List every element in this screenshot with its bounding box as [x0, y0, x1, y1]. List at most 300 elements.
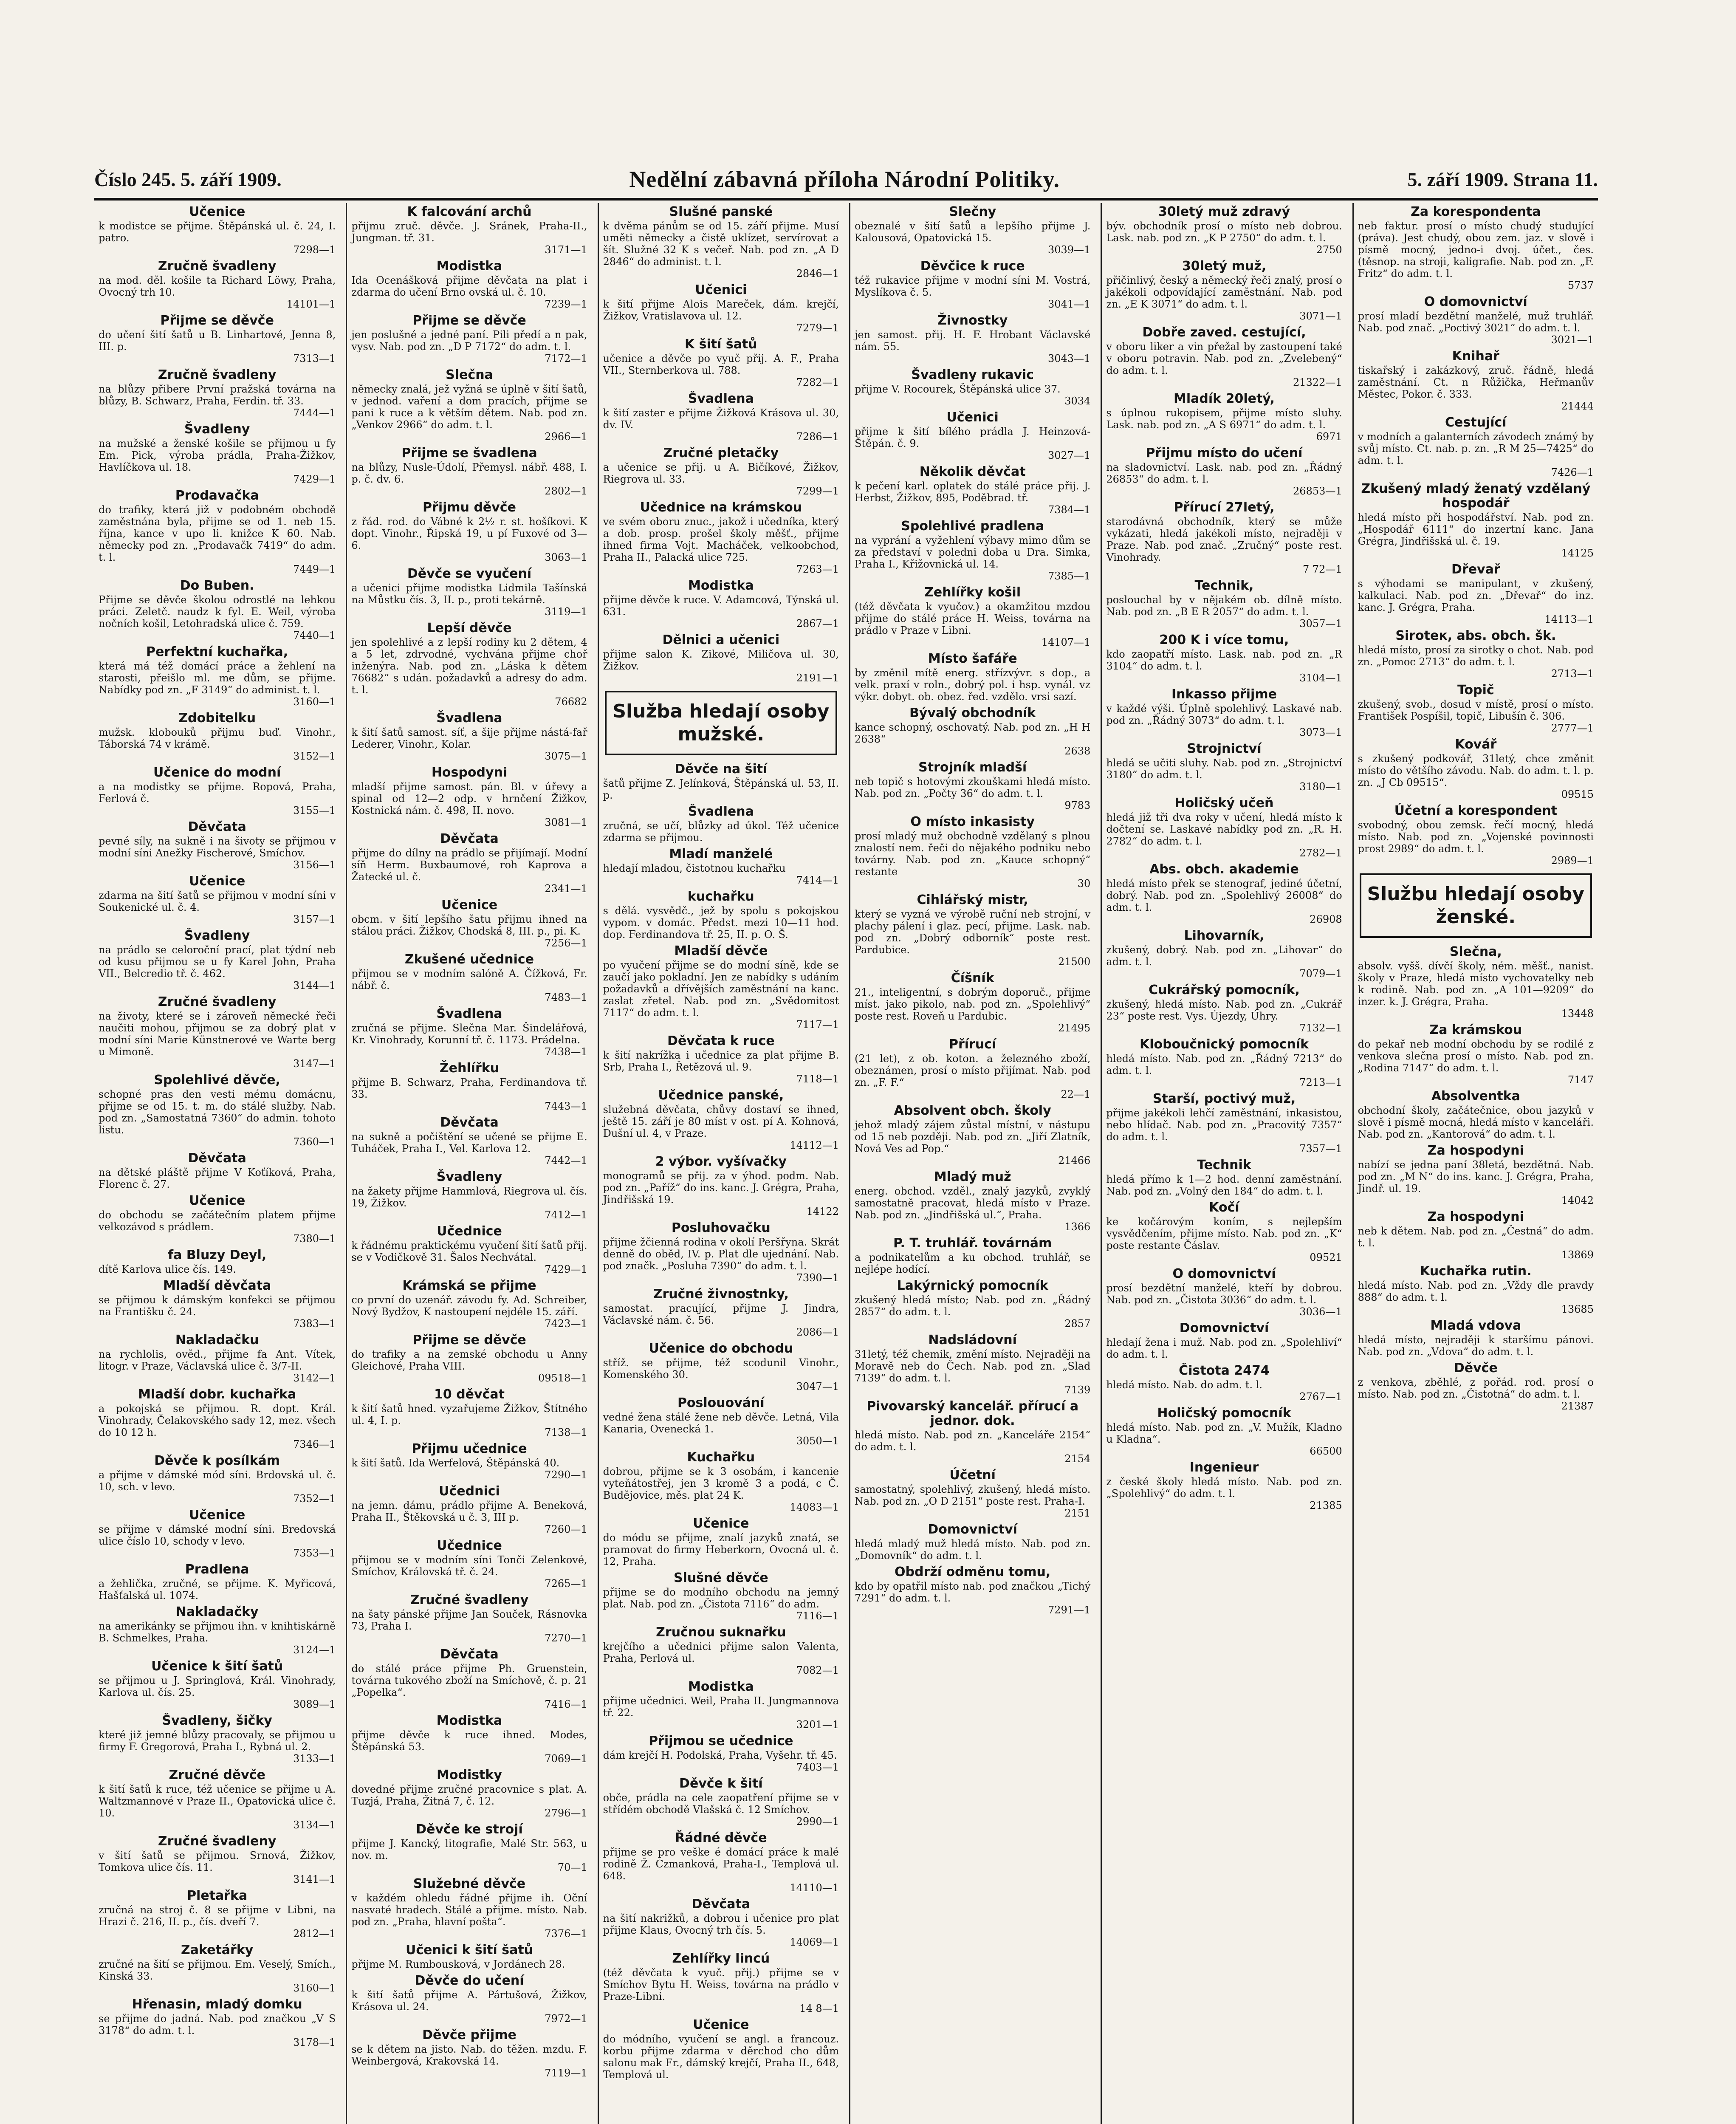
ad-code: 5737 — [1567, 280, 1594, 291]
ad-code: 2812—1 — [293, 1928, 336, 1940]
ad-heading: Zkušený mladý ženatý vzdělaný hospodář — [1361, 481, 1591, 511]
ad-heading: Učenice — [441, 898, 498, 912]
ad-code: 3155—1 — [293, 805, 336, 816]
column-4 — [849, 203, 1095, 2124]
ad-text: k šití šatů hned. vyzařujeme Žižkov, Štítného ul. 4, I. p. — [351, 1403, 587, 1426]
ad-heading: Lepší děvče — [427, 621, 512, 636]
ad-code: 7972—1 — [545, 2013, 587, 2025]
ad-text: hledá místo. Nab. pod zn. „V. Mužík, Kladno u Kladna“. — [1106, 1421, 1342, 1445]
classified-ad — [99, 1279, 336, 1330]
ad-heading: Slečny — [949, 204, 996, 219]
ad-heading: Zručně švadleny — [158, 367, 277, 382]
ad-text: na blůzy, Nusle-Údolí, Přemysl. nábř. 488, I. p. č. dv. 6. — [351, 461, 587, 485]
ad-code: 7346—1 — [293, 1438, 336, 1450]
classified-ad — [351, 314, 587, 364]
ad-heading: Děvče přijme — [422, 2028, 517, 2042]
ad-heading: Přijmou se učednice — [649, 1734, 793, 1748]
ad-heading: Bývalý obchodník — [909, 706, 1036, 720]
ad-heading: Učednici — [439, 1484, 500, 1499]
ad-heading: Pradlena — [185, 1562, 249, 1577]
classified-ad — [99, 368, 336, 419]
ad-heading: Přijme se švadlena — [401, 446, 537, 460]
ad-heading: 30letý muž zdravý — [1158, 204, 1290, 219]
ad-heading: Švadleny — [184, 928, 250, 943]
classified-ad — [351, 711, 587, 762]
classified-ad — [603, 1342, 839, 1392]
classified-ad — [1358, 1361, 1594, 1412]
classified-ad — [603, 633, 839, 684]
classified-ad — [855, 314, 1090, 364]
ad-text: německy znalá, jež vyžná se úplně v šití šatů, v jednod. vaření a dom pracích, přijme se pani k ruce a k větším dětem. Nab. pod zn. „Venkov 2966“ do adm. t. l. — [351, 383, 587, 431]
ad-text: přijme M. Rumbousková, v Jordánech 28. — [351, 1958, 565, 1970]
ad-text: v šití šatů se přijmou. Srnová, Žižkov, Tomkova ulice čís. 11. — [99, 1850, 336, 1873]
ad-heading: Učenice — [693, 1516, 749, 1531]
classified-ad — [351, 446, 587, 497]
ad-heading: Žehlířku — [439, 1061, 500, 1076]
classified-ad — [603, 1155, 839, 1217]
ad-code: 3133—1 — [293, 1753, 336, 1765]
ad-heading: fa Bluzy Deyl, — [168, 1248, 267, 1263]
ad-heading: Děvčata — [188, 1151, 246, 1166]
ad-heading: O domovnictví — [1424, 294, 1527, 309]
ad-code: 7360—1 — [293, 1136, 336, 1148]
ad-text: do módu se přijme, znalí jazyků znatá, se pramovat do firmy Heberkorn, Ovocná ul. č. 12, Praha. — [603, 1532, 839, 1568]
ad-text: zkušený, dobrý. Nab. pod zn. „Lihovar“ do adm. t. l. — [1106, 944, 1342, 968]
ad-heading: Starší, poctivý muž, — [1152, 1091, 1296, 1106]
ad-code: 3147—1 — [293, 1058, 336, 1070]
ad-text: na životy, které se i zároveň německé řeči naučiti mohou, přijmou se za dobrý plat v modní síni Marie Künstnerové ve Warte berg u Mimoně. — [99, 1010, 336, 1058]
classified-ad — [603, 1287, 839, 1338]
ad-heading: Děvče do učení — [415, 1973, 524, 1988]
ad-text: přijmou se v modním síni Tonči Zelenkové, Smíchov, Královská tř. č. 24. — [351, 1554, 587, 1578]
ad-text: se k dětem na jisto. Nab. do těžen. mzdu. F. Weinbergová, Krakovská 14. — [351, 2043, 587, 2067]
page-header — [94, 167, 1598, 192]
ad-code: 7132—1 — [1299, 1022, 1342, 1034]
ad-text: s úplnou rukopisem, přijme místo sluhy. Lask. nab. pod zn. „A S 6971“ do adm. t. l. — [1106, 407, 1342, 431]
ad-heading: Dělnici a učenici — [662, 633, 780, 647]
ad-text: 21., inteligentní, s dobrým doporuč., přijme míst. jako pikolo, nab. pod zn. „Spolehlivý“ poste rest. Roveň u Pardubic. — [854, 986, 1091, 1022]
ad-text: obče, prádla na cele zaopatření přijme se v střídém obchodě Vlašská č. 12 Smíchov. — [603, 1792, 839, 1816]
classified-ad — [1358, 1144, 1594, 1206]
classified-ad — [603, 1221, 839, 1284]
ad-text: zkušený hledá místo; Nab. pod zn. „Řádný 2857“ do adm. t. l. — [854, 1294, 1091, 1318]
classified-ad — [1106, 259, 1342, 322]
ad-text: poslouchal by v nějakém ob. dílně místo. Nab. pod zn. „B E R 2057“ do adm. t. l. — [1106, 594, 1342, 618]
ad-text: na prádlo se celoroční prací, plat týdní neb od kusu přijmou se u fy Karel John, Praha VII., Belcredio tř. č. 462. — [99, 944, 336, 980]
ad-text: hledá místo, prosí za sirotky o chot. Nab. pod zn. „Pomoc 2713“ do adm. t. l. — [1358, 644, 1594, 668]
classified-ad — [855, 410, 1090, 461]
ad-text: na blůzy přibere První pražská továrna na blůzy, B. Schwarz, Praha, Ferdin. tř. 33. — [99, 383, 336, 407]
ad-heading: Modistka — [436, 1713, 502, 1728]
ad-heading: Lihovarník, — [1184, 928, 1265, 943]
ad-heading: Lakýrnický pomocník — [897, 1278, 1048, 1293]
classified-ad — [1358, 205, 1594, 291]
ad-code: 7256—1 — [545, 937, 587, 949]
ad-text: přijme se pro veške é domácí práce k malé rodině Ž. Czmanková, Praha-I., Templová ul. 648. — [603, 1846, 839, 1882]
ad-code: 14113—1 — [1544, 613, 1594, 625]
ad-text: k pečení karl. oplatek do stálé práce přij. J. Herbst, Žižkov, 895, Poděbrad. tř. — [854, 480, 1091, 504]
classified-ad — [855, 1468, 1090, 1519]
ad-text: prosí bezdětní manželé, kteří by dobrou. Nab. pod zn. „Čistota 3036“ do adm. t. l. — [1106, 1282, 1342, 1306]
ad-text: Ida Ocenášková přijme děvčata na plat i zdarma do učení Brno ovská ul. č. 10. — [351, 274, 587, 298]
ad-code: 3071—1 — [1299, 310, 1342, 322]
ad-text: z české školy hledá místo. Nab. pod zn. „Spolehlivý“ do adm. t. l. — [1106, 1476, 1342, 1500]
ad-heading: Děvčata — [188, 819, 246, 834]
ad-heading: Přijmu učednice — [412, 1441, 527, 1456]
ad-text: hledá již tři dva roky v učení, hledá místo k dočtení se. Laskavé nabídky pod zn. „R. H. 2782“ do adm. t. l. — [1106, 811, 1342, 847]
ad-code: 2777—1 — [1551, 722, 1594, 734]
classified-ad — [1358, 349, 1594, 412]
classified-ad — [99, 711, 336, 762]
ad-code: 3021—1 — [1551, 334, 1594, 346]
ad-code: 7449—1 — [293, 563, 336, 575]
ad-heading: Nakladačky — [175, 1604, 259, 1619]
ad-code: 7116—1 — [796, 1610, 839, 1622]
ad-text: a učenice se přij. u A. Bičíkové, Žižkov, Riegrova ul. 33. — [603, 461, 839, 485]
classified-ad — [351, 1647, 587, 1710]
classified-ad — [99, 1997, 336, 2048]
ad-text: též rukavice přijme v modní síni M. Vostrá, Myslíkova č. 5. — [854, 274, 1091, 298]
ad-text: (21 let), z ob. koton. a železného zboží, obeznámen, prosí o místo přijímat. Nab. pod zn. „F. F.“ — [854, 1053, 1091, 1088]
classified-ad — [351, 1387, 587, 1438]
ad-code: 2990—1 — [796, 1816, 839, 1827]
ad-code: 7147 — [1567, 1074, 1594, 1086]
classified-ad — [99, 1889, 336, 1940]
ad-heading: Kuchařku — [687, 1450, 755, 1465]
ad-heading: 2 výbor. vyšívačky — [655, 1154, 787, 1169]
ad-text: jen poslušné a jedné paní. Pili předí a n pak, vysv. Nab. pod zn. „D P 7172“ do adm. t. l. — [351, 329, 587, 353]
ad-code: 7353—1 — [293, 1547, 336, 1559]
ad-heading: Perfektní kuchařka, — [146, 644, 288, 659]
ad-code: 6971 — [1316, 431, 1342, 443]
ad-code: 13685 — [1561, 1303, 1594, 1315]
ad-heading: Přijme se děvče — [160, 313, 274, 328]
ad-heading: K šití šatů — [684, 337, 757, 352]
ad-heading: Slušné děvče — [673, 1570, 768, 1585]
classified-ad — [99, 489, 336, 575]
header-rule — [94, 198, 1598, 201]
ad-code: 7352—1 — [293, 1493, 336, 1505]
classified-ad — [1106, 1321, 1342, 1360]
ad-text: přijme do dílny na prádlo se přijímají. Modní síň Herm. Buxbaumové, roh Kaprova a Žatecké ul. č. — [351, 847, 587, 883]
classified-ad — [603, 1777, 839, 1827]
classified-ad — [351, 1116, 587, 1167]
ad-heading: Švadlena — [688, 804, 754, 819]
ad-heading: Děvčata — [440, 1115, 499, 1130]
ad-heading: Švadlena — [436, 1006, 502, 1021]
ad-text: obeznalé v šití šatů a lepšího přijme J. Kalousová, Opatovická 15. — [854, 220, 1091, 244]
classified-ad — [99, 314, 336, 364]
classified-ad — [1358, 415, 1594, 478]
ad-heading: Cestující — [1445, 415, 1507, 430]
ad-text: absolv. vyšš. dívčí školy, ném. měšť., nanist. školy v Praze, hledá místo vychovatelky neb k rodině. Nab. pod zn. „A 101—9209“ do inzer. k. J. Grégra, Praha. — [1358, 960, 1594, 1008]
ad-text: se přijme v dámské modní síni. Bredovská ulice číslo 10, schody v levo. — [99, 1523, 336, 1547]
ad-text: s výhodami se manipulant, v zkušený, kalkulaci. Nab. pod zn. „Dřevař“ do inz. kanc. J. Grégra, Praha. — [1358, 578, 1594, 613]
classified-ad — [855, 1279, 1090, 1330]
ad-heading: Spolehlivé pradlena — [901, 519, 1044, 534]
ad-code: 2191—1 — [796, 672, 839, 684]
classified-ad — [1106, 1158, 1342, 1197]
classified-ad — [855, 1522, 1090, 1562]
ad-heading: Děvče k šití — [679, 1776, 763, 1791]
ad-code: 3041—1 — [1047, 298, 1091, 310]
classified-ad — [855, 1104, 1090, 1167]
column-2 — [346, 203, 591, 2124]
classified-columns — [94, 203, 1598, 2124]
ad-code: 7138—1 — [545, 1426, 587, 1438]
ad-heading: Zručné děvče — [169, 1768, 265, 1782]
classified-ad — [603, 1625, 839, 1676]
classified-ad — [351, 765, 587, 828]
ad-code: 7414—1 — [796, 874, 839, 886]
classified-ad — [99, 422, 336, 485]
ad-text: na žakety přijme Hammlová, Riegrova ul. čís. 19, Žižkov. — [351, 1185, 587, 1209]
ad-code: 7260—1 — [545, 1523, 587, 1535]
ad-text: hledá místo při hospodářství. Nab. pod zn. „Hospodář 6111“ do inzertní kanc. Jana Grégra, Jindřišská ul. č. 19. — [1358, 511, 1594, 547]
ad-heading: Absolventka — [1431, 1089, 1520, 1104]
ad-text: přijmu zruč. děvče. J. Sránek, Praha-II., Jungman. tř. 31. — [351, 220, 587, 244]
ad-text: z řád. rod. do Vábné k 2½ r. st. hošíkovi. K dopt. Vinohr., Řipská 19, u pí Fuxové od 3—6. — [351, 516, 587, 551]
ad-heading: Modistka — [688, 1679, 754, 1694]
classified-ad — [99, 1194, 336, 1245]
ad-text: monogramů se přij. za v ýhod. podm. Nab. pod zn. „Paříž“ do ins. kanc. J. Grégra, Praha, Jindřišská 19. — [603, 1170, 839, 1206]
ad-text: na jemn. dámu, prádlo přijme A. Beneková, Praha II., Štěkovská u č. 3, III p. — [351, 1500, 587, 1523]
classified-ad — [1106, 1364, 1342, 1403]
classified-ad — [351, 1484, 587, 1535]
classified-ad — [351, 259, 587, 310]
classified-ad — [99, 1562, 336, 1601]
classified-ad — [351, 1442, 587, 1481]
ad-text: v každém ohledu řádné přijme ih. Oční nasvaté hradech. Stálé a přijme. místo. Nab. pod zn. „Praha, hlavní pošta“. — [351, 1892, 587, 1928]
ad-heading: 200 K i více tomu, — [1159, 633, 1289, 647]
classified-ad — [1358, 1264, 1594, 1315]
ad-heading: Učednice — [437, 1224, 502, 1239]
ad-text: zkušený, svob., dosud v místě, prosí o místo. František Pospíšil, topič, Libušín č. 306. — [1358, 698, 1594, 722]
ad-text: k šití šatů přijme A. Pártušová, Žižkov, Krásova ul. 24. — [351, 1989, 587, 2013]
ad-heading: Zkušené učednice — [404, 952, 534, 967]
ad-code: 7383—1 — [293, 1318, 336, 1330]
column-1 — [94, 203, 340, 2124]
classified-ad — [99, 1151, 336, 1190]
ad-code: 7282—1 — [796, 376, 839, 388]
ad-heading: Mladší dobr. kuchařka — [138, 1387, 296, 1402]
ad-code: 21444 — [1561, 400, 1594, 412]
ad-heading: Krámská se přijme — [402, 1278, 536, 1293]
classified-ad — [99, 874, 336, 925]
ad-text: jen samost. přij. H. F. Hrobant Václavské nám. 55. — [854, 329, 1091, 353]
ad-code: 14101—1 — [286, 298, 336, 310]
ad-heading: Učenice — [189, 1193, 246, 1208]
classified-ad — [1106, 500, 1342, 575]
ad-code: 3119—1 — [545, 606, 587, 618]
ad-code: 3124—1 — [293, 1644, 336, 1656]
ad-heading: Učednice panské, — [658, 1088, 784, 1103]
ad-text: hledá místo. Nab. pod zn. „Řádný 7213“ do adm. t. l. — [1106, 1053, 1342, 1076]
ad-code: 21387 — [1561, 1400, 1594, 1412]
ad-text: přijme B. Schwarz, Praha, Ferdinandova tř. 33. — [351, 1076, 587, 1100]
classified-ad — [351, 567, 587, 618]
classified-ad — [351, 621, 587, 708]
ad-heading: Zručné švadleny — [410, 1593, 529, 1607]
ad-text: s zkušený podkovář, 31letý, chce změnit místo do většího závodu. Nab. do adm. t. l. p. zn. „J Cb 09515“. — [1358, 753, 1594, 788]
ad-code: 7380—1 — [293, 1233, 336, 1245]
ad-text: zručné na šití se přijmou. Em. Veselý, Smích., Kinská 33. — [99, 1958, 336, 1982]
ad-text: (též děvčata k vyuč. přij.) přijme se v Smíchov Bytu H. Weiss, továrna na prádlo v Praze-Libni. — [603, 1967, 839, 2003]
ad-text: samostatný, spolehlivý, zkušený, hledá místo. Nab. pod zn. „O D 2151“ poste rest. Praha-I. — [854, 1483, 1091, 1507]
classified-ad — [1106, 929, 1342, 980]
ad-heading: Poslouování — [677, 1395, 765, 1410]
ad-text: hledá se učiti sluhy. Nab. pod zn. „Strojnictví 3180“ do adm. t. l. — [1106, 757, 1342, 781]
ad-text: přijme salon K. Zikové, Miličova ul. 30, Žižkov. — [603, 648, 839, 672]
ad-text: po vyučení přijme se do modní síně, kde se zaučí jako pokladní. Jen ze nabídky s udáním požadavků a dřívějších zaměstnání na kanc. zaslat zřetel. Nab. pod zn. „Svědomitost 7117“ do adm. t. l. — [603, 959, 839, 1019]
ad-code: 7423—1 — [545, 1318, 587, 1330]
column-5 — [1101, 203, 1346, 2124]
ad-heading: Účetní a korespondent — [1394, 803, 1557, 818]
ad-code: 3043—1 — [1047, 353, 1091, 364]
ad-text: zkušený, hledá místo. Nab. pod zn. „Cukrář 23“ poste rest. Vys. Újezdy, Úhry. — [1106, 998, 1342, 1022]
classified-ad — [855, 585, 1090, 648]
ad-code: 13869 — [1561, 1249, 1594, 1261]
ad-code: 2782—1 — [1299, 847, 1342, 859]
ad-text: mužsk. klobouků přijmu buď. Vinohr., Táborská 74 v krámě. — [99, 726, 336, 750]
ad-code: 14083—1 — [790, 1501, 839, 1513]
ad-text: do módního, vyučení se angl. a francouz. korbu přijme zdarma v děrchod cho dům salonu mak Fr., dámský krejčí, Praha II., 648, Templová ul. — [603, 2033, 839, 2081]
ad-heading: P. T. truhlář. továrnám — [893, 1236, 1052, 1251]
classified-ad — [99, 1508, 336, 1559]
ad-text: zdarma na šití šatů se přijmou v modní síni v Soukenické ul. č. 4. — [99, 890, 336, 913]
ad-text: hledá místo. Nab. do adm. t. l. — [1106, 1379, 1262, 1391]
ad-heading: Modistky — [437, 1768, 502, 1782]
ad-heading: Učenice — [189, 1508, 246, 1522]
ad-heading: Přijmu místo do učení — [1146, 446, 1303, 460]
classified-ad — [1106, 1460, 1342, 1511]
ad-code: 13448 — [1561, 1008, 1594, 1020]
classified-ad — [603, 1517, 839, 1568]
classified-ad — [603, 1734, 839, 1773]
ad-text: dám krejčí H. Podolská, Praha, Vyšehr. tř. 45. — [603, 1749, 837, 1761]
ad-code: 2846—1 — [796, 268, 839, 280]
classified-ad — [1106, 983, 1342, 1034]
ad-heading: 10 děvčat — [434, 1387, 505, 1402]
classified-ad — [351, 1007, 587, 1058]
ad-code: 14 8—1 — [799, 2003, 839, 2014]
ad-text: vedné žena stálé žene neb děvče. Letná, Vila Kanaria, Ovenecká 1. — [603, 1411, 839, 1435]
classified-ad — [351, 1974, 587, 2025]
ad-text: neb topič s hotovými zkouškami hledá místo. Nab. pod zn. „Počty 36“ do adm. t. l. — [854, 776, 1091, 799]
classified-ad — [855, 893, 1090, 968]
ad-code: 7069—1 — [545, 1753, 587, 1765]
ad-code: 3134—1 — [293, 1819, 336, 1831]
ad-text: a učenici přijme modistka Lidmila Tašínská na Můstku čís. 3, II. p., proti tekárně. — [351, 582, 587, 606]
ad-code: 2713—1 — [1551, 668, 1594, 680]
classified-ad — [351, 832, 587, 895]
ad-heading: Švadleny — [436, 1169, 502, 1184]
ad-heading: Slečna — [446, 367, 493, 382]
ad-heading: Zručné pletačky — [663, 446, 779, 460]
ad-heading: Několik děvčat — [919, 464, 1026, 479]
ad-text: na šití nakrižků, a dobrou i učenice pro plat přijme Klaus, Ovocný trh čís. 5. — [603, 1912, 839, 1936]
ad-heading: Siroteк, abs. obch. šk. — [1395, 628, 1556, 643]
ad-text: učenice a děvče po vyuč přij. A. F., Praha VII., Sternberkova ul. 788. — [603, 353, 839, 376]
classified-ad — [1106, 446, 1342, 497]
ad-heading: Absolvent obch. školy — [894, 1103, 1051, 1118]
ad-heading: Holičský pomocník — [1157, 1406, 1291, 1421]
ad-text: se přijmou u J. Springlová, Král. Vinohrady, Karlova ul. čís. 25. — [99, 1675, 336, 1698]
classified-ad — [99, 205, 336, 256]
ad-code: 3036—1 — [1299, 1306, 1342, 1318]
classified-ad — [1358, 562, 1594, 625]
ad-text: Přijme se děvče školou odrostlé na lehkou práci. Zeletč. naudz k fyl. E. Weil, výroba nočních košil, Letohradská ulice č. 759. — [99, 594, 336, 630]
ad-code: 2796—1 — [545, 1807, 587, 1819]
ad-heading: Holičský učeň — [1174, 796, 1274, 811]
ad-heading: O domovnictví — [1172, 1266, 1276, 1281]
ad-code: 7082—1 — [796, 1664, 839, 1676]
ad-heading: Místo šafáře — [928, 651, 1017, 666]
classified-ad — [99, 1605, 336, 1656]
classified-ad — [603, 392, 839, 443]
ad-code: 7265—1 — [545, 1578, 587, 1590]
classified-ad — [1358, 804, 1594, 867]
ad-text: zručná, se učí, blůzky ad úkol. Též učenice zdarma se přijmou. — [603, 820, 839, 844]
classified-ad — [603, 1034, 839, 1085]
ad-code: 3034 — [1064, 395, 1091, 407]
ad-text: a přijme v dámské mód síni. Brdovská ul. č. 10, sch. v levo. — [99, 1469, 336, 1493]
column-6 — [1352, 203, 1598, 2124]
classified-ad — [855, 971, 1090, 1034]
ad-text: hledá místo. Nab. pod zn. „Vždy dle pravdy 888“ do adm. t. l. — [1358, 1279, 1594, 1303]
ad-text: tiskařský i zakázkový, zruč. řádně, hledá zaměstnání. Ct. n Růžička, Heřmanův Městec, Pokor. č. 333. — [1358, 364, 1594, 400]
classified-ad — [603, 1680, 839, 1731]
ad-code: 3050—1 — [796, 1435, 839, 1447]
ad-text: šatů přijme Z. Jelínková, Štěpánská ul. 53, II. p. — [603, 777, 839, 801]
ad-text: samostat. pracující, přijme J. Jindra, Václavské nám. č. 56. — [603, 1302, 839, 1326]
ad-heading: kuchařku — [687, 889, 754, 904]
ad-heading: Učenice do modní — [153, 765, 281, 780]
ad-heading: Učednice — [437, 1538, 502, 1553]
header-page-number: 5. září 1909. Strana 11. — [1407, 168, 1598, 190]
classified-ad — [99, 579, 336, 641]
ad-code: 14112—1 — [790, 1139, 839, 1151]
ad-code: 3160—1 — [293, 696, 336, 708]
ad-text: na sukně a počištění se učené se přijme E. Tuháček, Praha I., Vel. Karlova 12. — [351, 1131, 587, 1155]
classified-ad — [99, 1768, 336, 1831]
classified-ad — [855, 259, 1090, 310]
classified-ad — [351, 898, 587, 949]
ad-text: energ. obchod. vzděl., znalý jazyků, zvyklý samostatně pracovat, hledá místo v Praze. Nab. pod zn. „Jindřišská ul.“, Praha. — [854, 1185, 1091, 1221]
ad-heading: Zručné švadleny — [158, 1834, 277, 1849]
ad-heading: Zručnou suknařku — [656, 1625, 786, 1640]
ad-text: pevné síly, na sukně i na šivoty se přijmou v modní síni Anežky Fischerové, Smíchov. — [99, 835, 336, 859]
ad-text: zručná na stroj č. 8 se přijme v Libni, na Hrazi č. 216, II. p., čís. dveří 7. — [99, 1904, 336, 1928]
ad-text: co první do uzenář. závodu fy. Ad. Schreiber, Nový Bydžov, K nastoupení nejdéle 15. září. — [351, 1294, 587, 1318]
ad-text: na sladovnictví. Lask. nab. pod zn. „Řádný 26853“ do adm. t. l. — [1106, 461, 1342, 485]
classified-ad — [351, 205, 587, 256]
ad-code: 3073—1 — [1299, 726, 1342, 738]
ad-heading: Švadlena — [436, 711, 502, 726]
classified-ad — [99, 1073, 336, 1148]
ad-text: přijme žčienná rodina v okolí Peršřyna. Skrát denně do oběd, IV. p. Plat dle ujednání. Nab. pod značk. „Posluha 7390“ do adm. t. l. — [603, 1236, 839, 1272]
ad-code: 9783 — [1064, 799, 1091, 811]
ad-heading: Topič — [1457, 683, 1494, 698]
ad-code: 09521 — [1310, 1251, 1342, 1263]
ad-code: 7376—1 — [545, 1928, 587, 1940]
header-issue-date: Číslo 245. 5. září 1909. — [94, 168, 282, 190]
ad-text: k řádnému praktickému vyučení šití šatů přij. se v Vodičkově 31. Šalos Nechvátal. — [351, 1240, 587, 1263]
ad-heading: Učenice k šití šatů — [151, 1659, 283, 1674]
ad-text: obchodní školy, začátečnice, obou jazyků v slově i písmě mocná, hledá místo v kanceláři. Nab. pod zn. „Kantorová“ do adm. t. l. — [1358, 1104, 1594, 1140]
ad-text: k modistce se přijme. Štěpánská ul. č. 24, I. patro. — [99, 220, 336, 244]
section-box-women: Službu hledají osoby ženské. — [1360, 873, 1592, 938]
